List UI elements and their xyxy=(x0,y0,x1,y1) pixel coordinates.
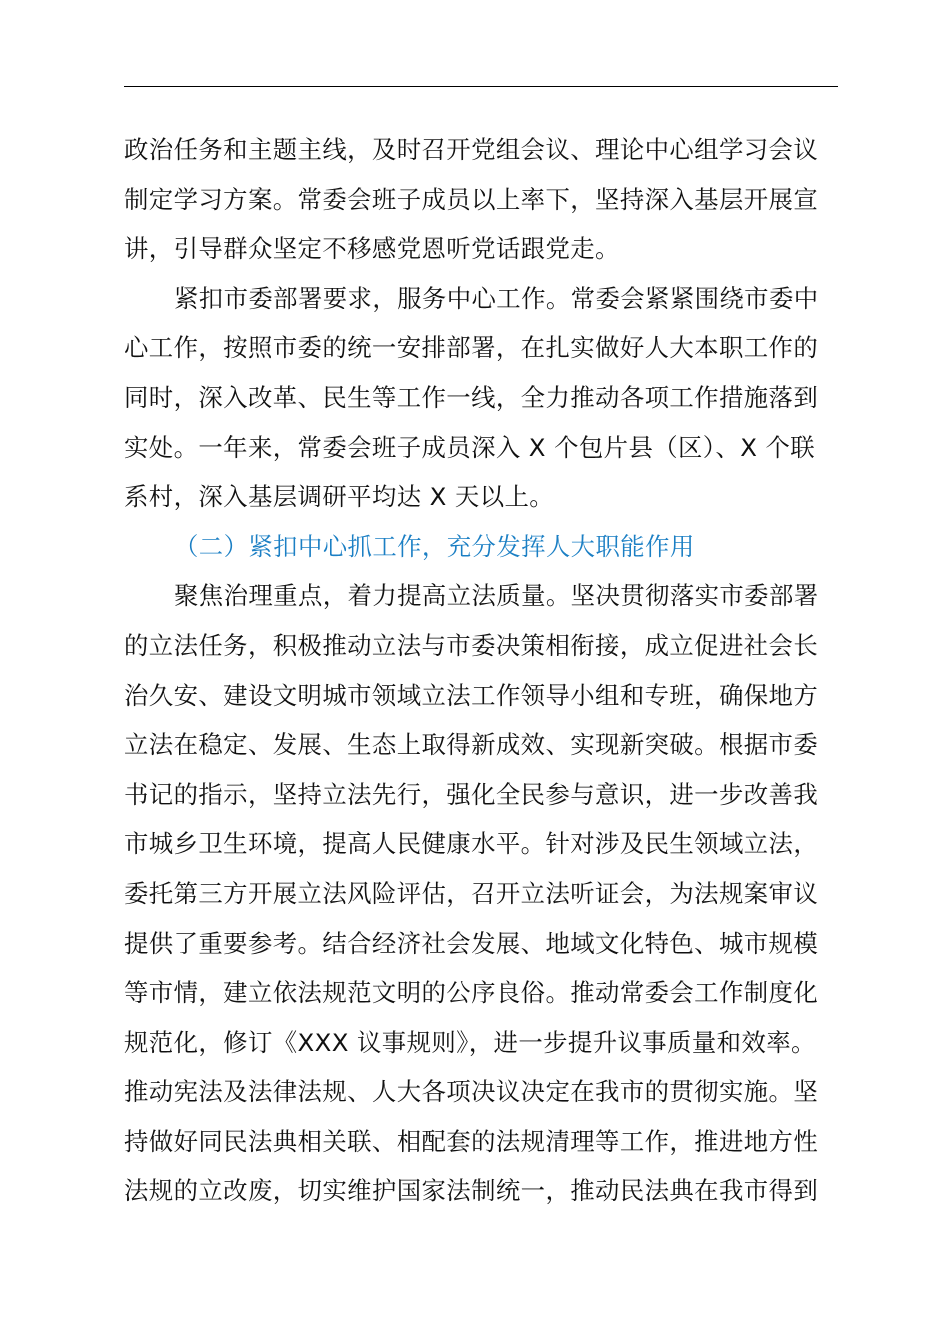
paragraph-line: 书记的指示，坚持立法先行，强化全民参与意识，进一步改善我 xyxy=(124,779,819,809)
paragraph-line: 的立法任务，积极推动立法与市委决策相衔接，成立促进社会长 xyxy=(124,630,819,660)
paragraph-line: 同时，深入改革、民生等工作一线，全力推动各项工作措施落到 xyxy=(124,382,819,412)
paragraph-first-line: 聚焦治理重点，着力提高立法质量。坚决贯彻落实市委部署 xyxy=(174,581,819,611)
paragraph-line: 推动宪法及法律法规、人大各项决议决定在我市的贯彻实施。坚 xyxy=(124,1077,819,1107)
header-rule xyxy=(124,86,838,87)
paragraph-line: 立法在稳定、发展、生态上取得新成效、实现新突破。根据市委 xyxy=(124,730,819,760)
paragraph-line: 政治任务和主题主线，及时召开党组会议、理论中心组学习会议 xyxy=(124,135,819,164)
paragraph-line: 讲，引导群众坚定不移感党恩听党话跟党走。 xyxy=(124,234,620,264)
paragraph-line: 等市情，建立依法规范文明的公序良俗。推动常委会工作制度化 xyxy=(124,978,819,1008)
paragraph-line: 法规的立改废，切实维护国家法制统一，推动民法典在我市得到 xyxy=(124,1176,819,1206)
paragraph-line: 实处。一年来，常委会班子成员深入 X 个包片县（区）、X 个联 xyxy=(124,432,816,462)
paragraph-line: 制定学习方案。常委会班子成员以上率下，坚持深入基层开展宣 xyxy=(124,184,819,214)
section-heading: （二）紧扣中心抓工作，充分发挥人大职能作用 xyxy=(174,531,695,561)
document-body xyxy=(124,125,840,1216)
paragraph-line: 心工作，按照市委的统一安排部署，在扎实做好人大本职工作的 xyxy=(124,333,819,363)
paragraph-first-line: 紧扣市委部署要求，服务中心工作。常委会紧紧围绕市委中 xyxy=(174,283,819,313)
paragraph-line: 治久安、建设文明城市领域立法工作领导小组和专班，确保地方 xyxy=(124,680,819,710)
paragraph-line: 持做好同民法典相关联、相配套的法规清理等工作，推进地方性 xyxy=(124,1126,819,1156)
paragraph-line: 规范化，修订《XXX 议事规则》，进一步提升议事质量和效率。 xyxy=(124,1027,816,1057)
paragraph-line: 提供了重要参考。结合经济社会发展、地域文化特色、城市规模 xyxy=(124,928,819,958)
paragraph-line: 系村，深入基层调研平均达 X 天以上。 xyxy=(124,482,555,512)
paragraph-line: 委托第三方开展立法风险评估，召开立法听证会，为法规案审议 xyxy=(124,878,819,908)
paragraph-line: 市城乡卫生环境，提高人民健康水平。针对涉及民生领域立法， xyxy=(124,829,819,859)
